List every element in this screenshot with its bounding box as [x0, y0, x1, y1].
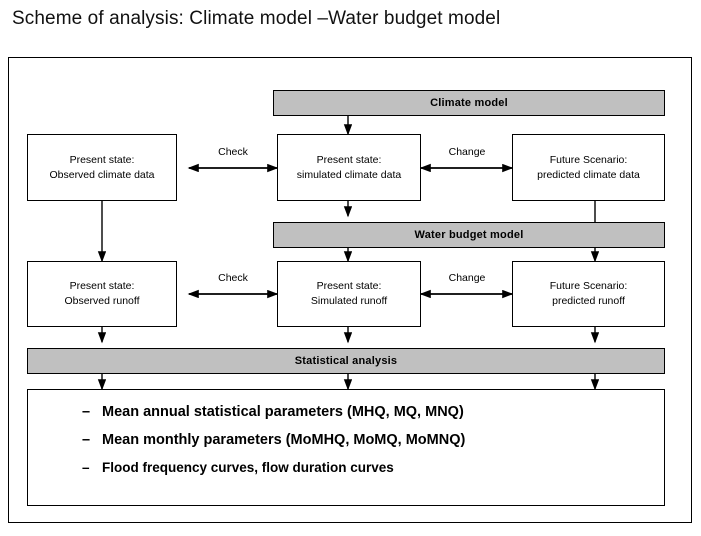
bullet-dash-icon: –	[82, 404, 91, 420]
box-observed-climate-data	[27, 134, 177, 201]
box-simulated-climate-data-line2: simulated climate data	[296, 168, 402, 181]
box-observed-runoff	[27, 261, 177, 327]
box-predicted-climate-data-line2: predicted climate data	[537, 168, 640, 181]
box-predicted-runoff	[512, 261, 665, 327]
results-item-text: Flood frequency curves, flow duration curves	[102, 460, 394, 475]
band-statistical-analysis	[27, 348, 665, 374]
band-statistical-analysis-label: Statistical analysis	[294, 355, 398, 367]
box-predicted-runoff-line1: Future Scenario:	[549, 280, 628, 292]
box-observed-runoff-line2: Observed runoff	[64, 295, 140, 307]
box-simulated-runoff	[277, 261, 421, 327]
band-water-budget-model-label: Water budget model	[414, 229, 524, 241]
band-climate-model	[273, 90, 665, 116]
page-title: Scheme of analysis: Climate model –Water budget model	[12, 8, 501, 29]
diagram-frame	[8, 57, 692, 523]
box-predicted-runoff-line2: predicted runoff	[552, 295, 625, 307]
bullet-dash-icon: –	[82, 460, 90, 475]
box-simulated-runoff-line1: Present state:	[316, 280, 382, 292]
box-observed-climate-data-line2: Observed climate data	[49, 168, 155, 181]
box-simulated-runoff-line2: Simulated runoff	[310, 295, 388, 307]
results-item-text: Mean monthly parameters (MoMHQ, MoMQ, MoMNQ)	[102, 432, 466, 448]
label-climate-check: Check	[218, 146, 248, 158]
results-item-text: Mean annual statistical parameters (MHQ, MQ, MNQ)	[102, 404, 464, 420]
box-simulated-climate-data	[277, 134, 421, 201]
box-predicted-climate-data	[512, 134, 665, 201]
label-runoff-change: Change	[448, 272, 486, 284]
box-observed-climate-data-line1: Present state:	[69, 153, 135, 166]
box-simulated-climate-data-line1: Present state:	[316, 153, 382, 166]
results-item	[28, 432, 664, 448]
bullet-dash-icon: –	[82, 432, 91, 448]
box-predicted-climate-data-line1: Future Scenario:	[549, 153, 628, 166]
results-item	[28, 404, 664, 420]
results-item	[28, 460, 664, 475]
results-box	[27, 389, 665, 506]
label-climate-change: Change	[448, 146, 486, 158]
label-runoff-check: Check	[218, 272, 248, 284]
box-observed-runoff-line1: Present state:	[69, 280, 135, 292]
band-water-budget-model	[273, 222, 665, 248]
band-climate-model-label: Climate model	[430, 97, 508, 109]
